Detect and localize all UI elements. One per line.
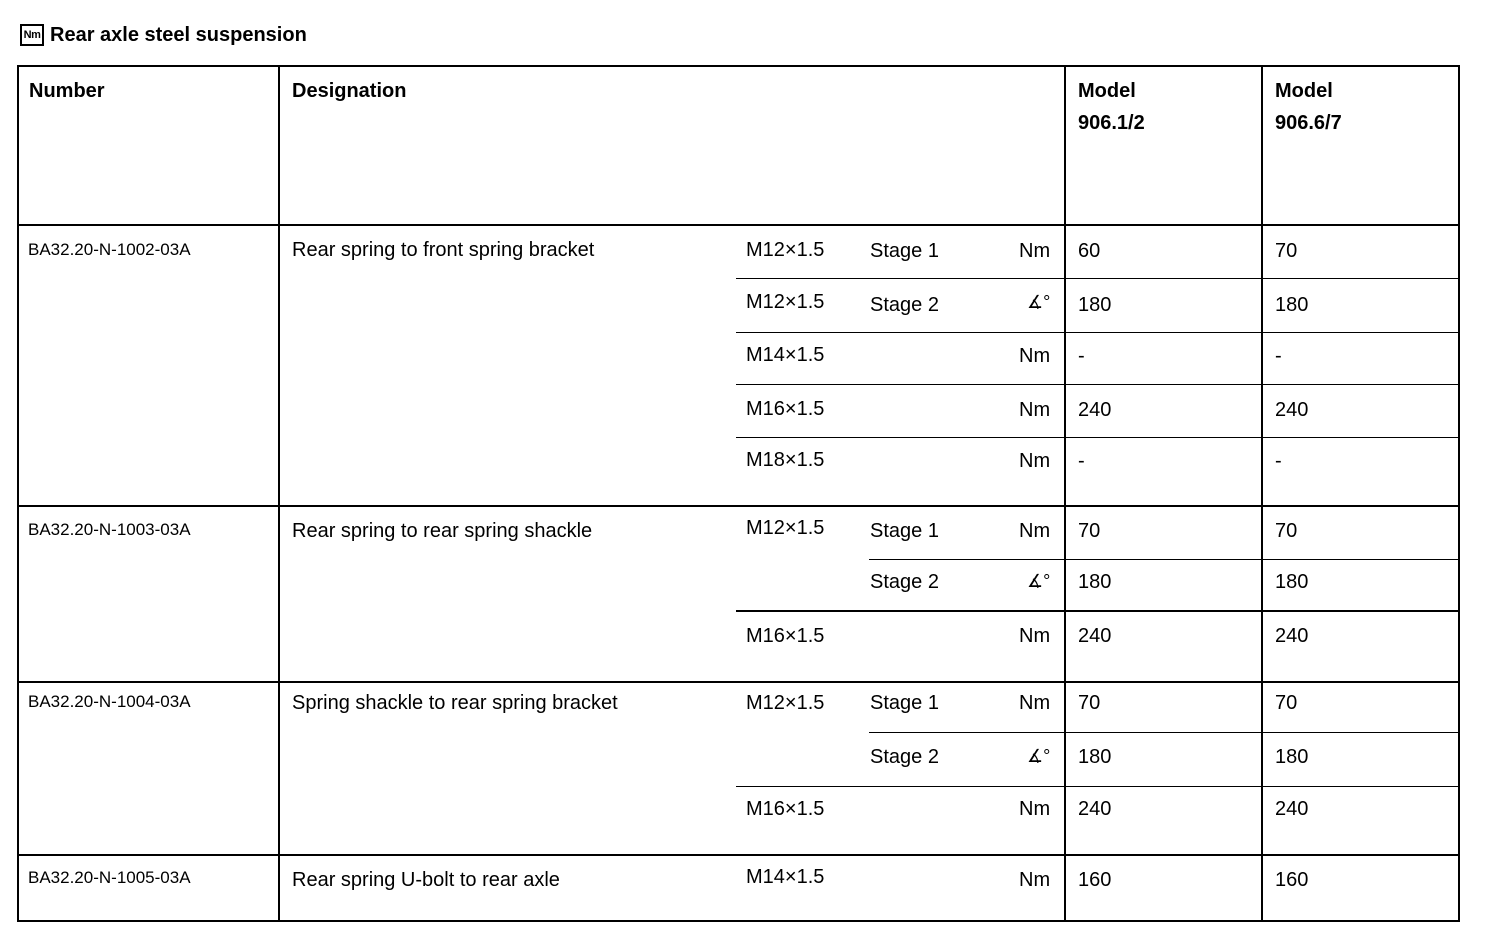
stage-label: Stage 1 [870,240,939,262]
value-model-1: 70 [1078,520,1101,542]
thread-size: M12×1.5 [746,239,825,261]
unit-label: Nm [1019,798,1051,820]
stage-label: Stage 2 [870,746,939,768]
subrow-divider [736,786,1460,787]
value-model-1: 60 [1078,240,1101,262]
subrow-divider [869,559,1460,560]
stage-label: Stage 2 [870,294,939,316]
thread-size: M12×1.5 [746,517,825,539]
col-divider [278,65,280,922]
subrow-divider [736,278,1460,279]
value-model-1: 180 [1078,294,1112,316]
unit-label: Nm [1019,399,1051,421]
row-divider [17,854,1460,856]
value-model-2: 160 [1275,869,1309,891]
value-model-2: 240 [1275,399,1309,421]
stage-label: Stage 1 [870,520,939,542]
value-model-2: 70 [1275,692,1298,714]
value-model-1: 160 [1078,869,1112,891]
value-model-2: 180 [1275,294,1309,316]
subrow-divider [869,732,1460,733]
row-divider [17,681,1460,683]
row-designation: Rear spring to front spring bracket [292,239,595,261]
header-model-1: Model [1078,80,1136,102]
value-model-2: 180 [1275,571,1309,593]
header-model-2-code: 906.6/7 [1275,112,1342,134]
value-model-1: 240 [1078,399,1112,421]
stage-label: Stage 1 [870,692,939,714]
header-designation: Designation [292,80,407,102]
thread-size: M16×1.5 [746,398,825,420]
thread-size: M14×1.5 [746,344,825,366]
subrow-divider [736,332,1460,333]
row-number: BA32.20-N-1005-03A [28,868,191,887]
row-divider [17,224,1460,226]
title-text: Rear axle steel suspension [50,23,307,46]
row-designation: Rear spring to rear spring shackle [292,520,593,542]
row-divider [17,505,1460,507]
value-model-2: 240 [1275,625,1309,647]
thread-size: M16×1.5 [746,798,825,820]
thread-size: M12×1.5 [746,291,825,313]
thread-size: M18×1.5 [746,449,825,471]
value-model-1: 180 [1078,571,1112,593]
torque-table [17,65,1460,922]
value-model-2: - [1275,450,1282,472]
value-model-1: 240 [1078,798,1112,820]
value-model-2: 240 [1275,798,1309,820]
col-divider [1064,65,1066,922]
thread-size: M12×1.5 [746,692,825,714]
page-title [20,20,307,50]
value-model-2: 70 [1275,240,1298,262]
value-model-1: - [1078,450,1085,472]
value-model-1: 240 [1078,625,1112,647]
unit-label: Nm [1019,345,1051,367]
value-model-2: - [1275,345,1282,367]
unit-label: Nm [1019,450,1051,472]
unit-label: Nm [1019,692,1051,714]
stage-label: Stage 2 [870,571,939,593]
unit-label: Nm [1019,240,1051,262]
value-model-2: 180 [1275,746,1309,768]
row-number: BA32.20-N-1002-03A [28,240,191,259]
angle-unit-icon: ∡° [1027,571,1051,591]
angle-unit-icon: ∡° [1027,746,1051,766]
header-model-2: Model [1275,80,1333,102]
row-designation: Rear spring U-bolt to rear axle [292,869,560,891]
row-number: BA32.20-N-1004-03A [28,692,191,711]
thread-size: M16×1.5 [746,625,825,647]
unit-label: Nm [1019,520,1051,542]
value-model-1: 180 [1078,746,1112,768]
subrow-divider [736,437,1460,438]
value-model-1: - [1078,345,1085,367]
value-model-2: 70 [1275,520,1298,542]
col-divider [1261,65,1263,922]
thread-size: M14×1.5 [746,866,825,888]
angle-unit-icon: ∡° [1027,292,1051,312]
unit-label: Nm [1019,625,1051,647]
header-model-1-code: 906.1/2 [1078,112,1145,134]
torque-nm-icon: Nm [20,24,44,46]
unit-label: Nm [1019,869,1051,891]
header-number: Number [29,80,105,102]
subrow-divider [736,610,1460,612]
row-designation: Spring shackle to rear spring bracket [292,692,618,714]
row-number: BA32.20-N-1003-03A [28,520,191,539]
value-model-1: 70 [1078,692,1101,714]
subrow-divider [736,384,1460,385]
